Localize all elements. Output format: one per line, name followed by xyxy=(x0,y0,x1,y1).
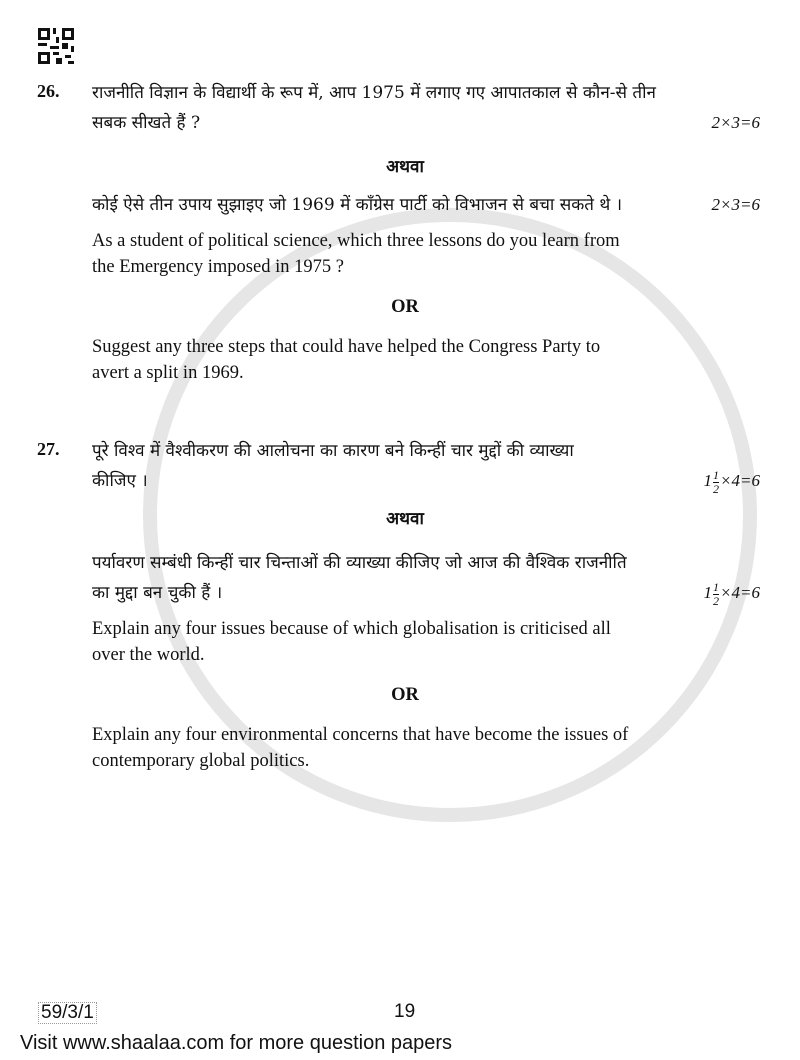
fraction-numerator: 1 xyxy=(713,579,720,594)
or-english: OR xyxy=(391,297,419,317)
visit-link[interactable]: Visit www.shaalaa.com for more question papers xyxy=(20,1032,453,1054)
q27-alt-hindi-text: पर्यावरण सम्बंधी किन्हीं चार चिन्ताओं की व्याख्या कीजिए जो आज की वैश्विक राजनीति xyxy=(92,553,627,573)
q27-alt-english-text: contemporary global politics. xyxy=(92,751,310,771)
q27-alt-hindi-text: का मुद्दा बन चुकी हैं । xyxy=(92,583,223,603)
marks-whole: 1 xyxy=(703,471,713,490)
question-number: 27. xyxy=(37,439,60,459)
q26-alt-english-text: avert a split in 1969. xyxy=(92,363,244,383)
q27-english-text: Explain any four issues because of which globalisation is criticised all xyxy=(92,619,611,639)
question-number: 26. xyxy=(37,81,60,101)
marks-rest: ×4=6 xyxy=(720,471,760,490)
qr-code-icon xyxy=(38,28,74,64)
marks-rest: ×4=6 xyxy=(720,583,760,602)
marks xyxy=(704,578,760,608)
questions xyxy=(37,78,760,774)
q26-alt-english-text: Suggest any three steps that could have helped the Congress Party to xyxy=(92,337,601,357)
q26-english-text: the Emergency imposed in 1975 ? xyxy=(92,257,344,277)
q26-hindi-text: सबक सीखते हैं ? xyxy=(92,113,201,133)
or-english: OR xyxy=(391,685,419,705)
question-body xyxy=(92,436,760,774)
fraction-denominator: 2 xyxy=(713,593,720,608)
fraction-numerator: 1 xyxy=(713,467,720,482)
q27-hindi-row xyxy=(92,466,760,496)
q26-english-text: As a student of political science, which three lessons do you learn from xyxy=(92,231,620,251)
question-27 xyxy=(37,436,760,774)
marks-whole: 1 xyxy=(703,583,713,602)
q26-hindi-row xyxy=(92,108,760,138)
marks xyxy=(704,466,760,496)
q27-english-text: over the world. xyxy=(92,645,205,665)
q27-alt-hindi-row xyxy=(92,578,760,608)
paper-code: 59/3/1 xyxy=(38,1002,97,1024)
question-body xyxy=(92,78,760,386)
or-hindi: अथवा xyxy=(386,157,424,177)
q27-alt-english-text: Explain any four environmental concerns that have become the issues of xyxy=(92,725,629,745)
q26-alt-hindi-row xyxy=(92,190,760,220)
fraction-denominator: 2 xyxy=(713,481,720,496)
q27-hindi-text: पूरे विश्व में वैश्वीकरण की आलोचना का कारण बने किन्हीं चार मुद्दों की व्याख्या xyxy=(92,441,574,461)
marks: 2×3=6 xyxy=(711,195,760,214)
question-26 xyxy=(37,78,760,386)
page-number: 19 xyxy=(394,1001,416,1022)
q27-hindi-text: कीजिए । xyxy=(92,471,148,491)
marks: 2×3=6 xyxy=(711,113,760,132)
q26-alt-hindi-text: कोई ऐसे तीन उपाय सुझाइए जो 1969 में काँग्रेस पार्टी को विभाजन से बचा सकते थे । xyxy=(92,195,623,215)
q26-hindi-text: राजनीति विज्ञान के विद्यार्थी के रूप में, आप 1975 में लगाए गए आपातकाल से कौन-से तीन xyxy=(92,83,656,103)
or-hindi: अथवा xyxy=(386,509,424,529)
